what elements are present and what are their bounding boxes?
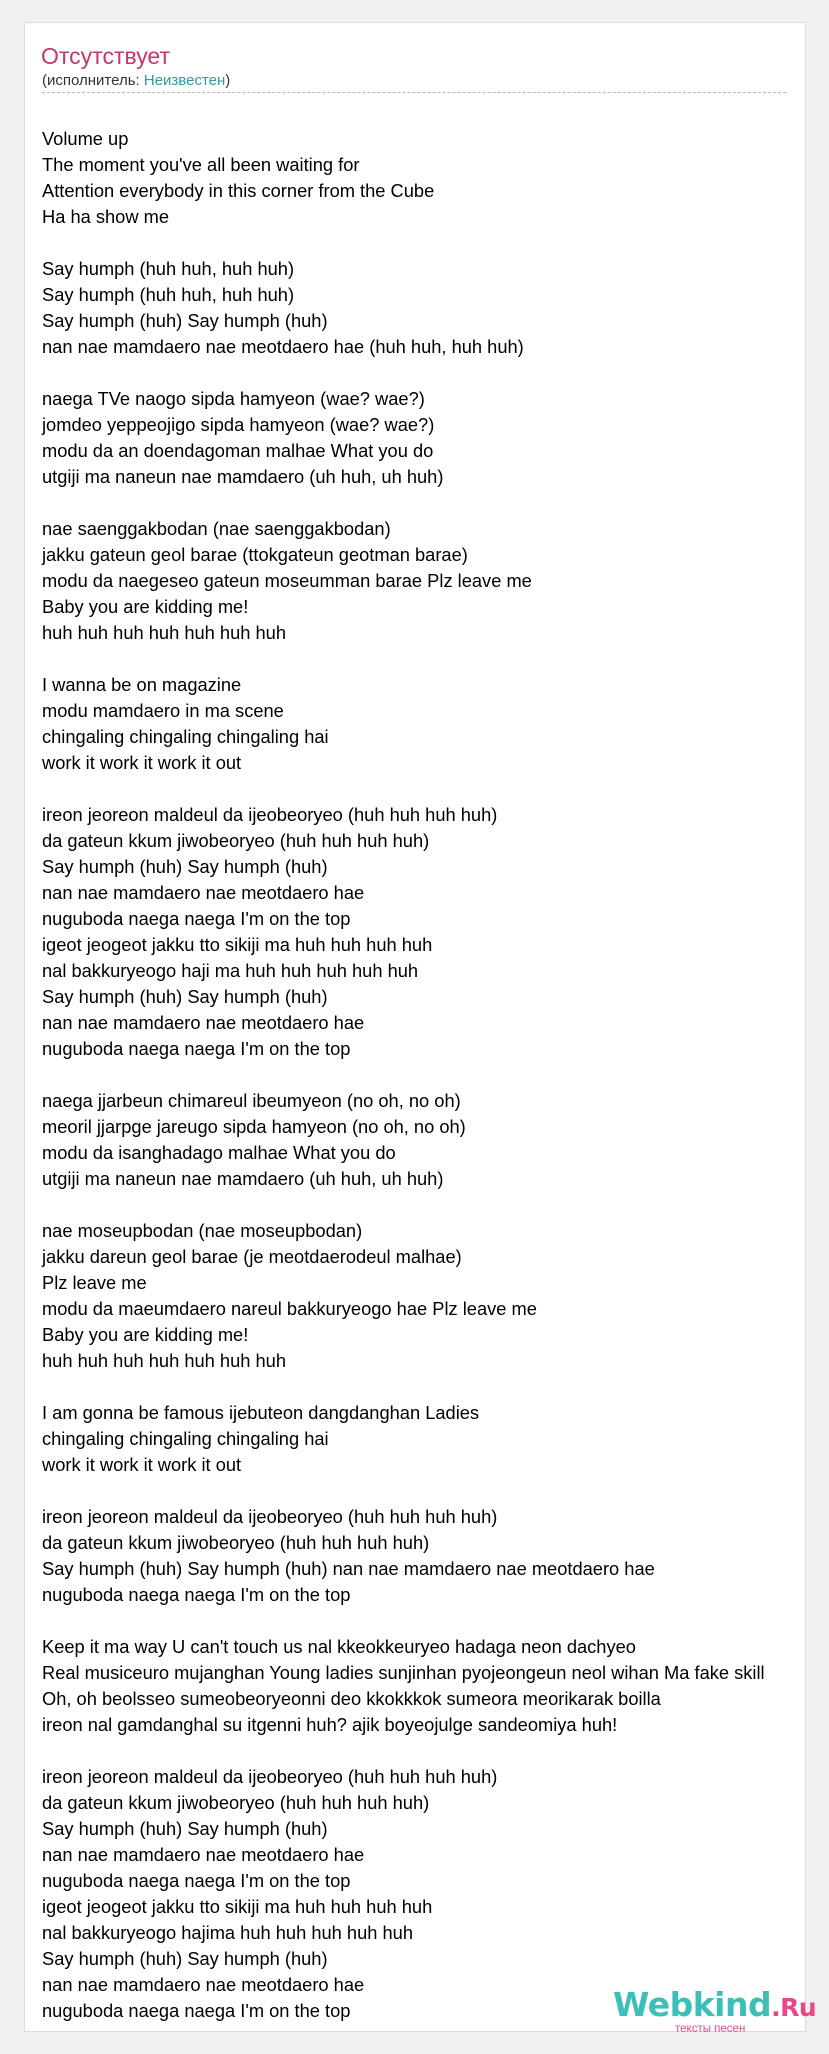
lyric-line: nal bakkuryeogo hajima huh huh huh huh huh [42, 1922, 413, 1943]
lyric-line: nan nae mamdaero nae meotdaero hae [42, 1012, 365, 1033]
lyric-line: ireon nal gamdanghal su itgenni huh? ajik boyeojulge sandeomiya huh! [42, 1714, 618, 1735]
lyric-line: work it work it work it out [42, 752, 242, 773]
stanza-break [42, 646, 822, 672]
lyric-line: ireon jeoreon maldeul da ijeobeoryeo (huh huh huh huh) [42, 804, 498, 825]
lyrics-card [24, 22, 817, 2035]
lyric-line: jakku gateun geol barae (ttokgateun geotman barae) [42, 544, 468, 565]
lyric-line: Plz leave me [42, 1272, 147, 1293]
stanza-break [42, 1478, 822, 1504]
lyric-line: da gateun kkum jiwobeoryeo (huh huh huh huh) [42, 1792, 430, 1813]
lyric-line: Ha ha show me [42, 206, 170, 227]
stanza-break [42, 776, 822, 802]
lyric-line: naega jjarbeun chimareul ibeumyeon (no oh, no oh) [42, 1090, 461, 1111]
lyric-line: modu da an doendagoman malhae What you do [42, 440, 434, 461]
lyric-line: nae saenggakbodan (nae saenggakbodan) [42, 518, 391, 539]
lyric-line: Say humph (huh huh, huh huh) [42, 284, 295, 305]
lyric-line: naega TVe naogo sipda hamyeon (wae? wae?) [42, 388, 425, 409]
lyric-line: Say humph (huh) Say humph (huh) [42, 1948, 328, 1969]
lyric-line: igeot jeogeot jakku tto sikiji ma huh huh huh huh [42, 1896, 433, 1917]
lyric-line: Say humph (huh) Say humph (huh) [42, 310, 328, 331]
lyric-line: Say humph (huh) Say humph (huh) [42, 1818, 328, 1839]
lyric-line: Say humph (huh huh, huh huh) [42, 258, 295, 279]
song-title: Отсутствует [41, 43, 170, 69]
stanza-break [42, 490, 822, 516]
artist-suffix: ) [225, 72, 231, 89]
watermark-subtitle: тексты песен [675, 2023, 746, 2035]
lyric-line: ireon jeoreon maldeul da ijeobeoryeo (huh huh huh huh) [42, 1766, 498, 1787]
lyric-line: modu da isanghadago malhae What you do [42, 1142, 396, 1163]
stanza-break [42, 360, 822, 386]
lyric-line: I wanna be on magazine [42, 674, 242, 695]
lyric-line: Baby you are kidding me! [42, 1324, 249, 1345]
lyric-line: ireon jeoreon maldeul da ijeobeoryeo (huh huh huh huh) [42, 1506, 498, 1527]
lyric-line: nan nae mamdaero nae meotdaero hae [42, 882, 365, 903]
lyric-line: nuguboda naega naega I'm on the top [42, 1038, 351, 1059]
lyric-line: chingaling chingaling chingaling hai [42, 726, 329, 747]
lyric-line: huh huh huh huh huh huh huh [42, 1350, 286, 1371]
lyric-line: jomdeo yeppeojigo sipda hamyeon (wae? wae?) [42, 414, 435, 435]
lyric-line: da gateun kkum jiwobeoryeo (huh huh huh huh) [42, 1532, 430, 1553]
lyric-line: Say humph (huh) Say humph (huh) [42, 986, 328, 1007]
lyric-line: Say humph (huh) Say humph (huh) nan nae mamdaero nae meotdaero hae [42, 1558, 655, 1579]
lyric-line: utgiji ma naneun nae mamdaero (uh huh, uh huh) [42, 466, 444, 487]
lyric-line: jakku dareun geol barae (je meotdaerodeul malhae) [42, 1246, 462, 1267]
lyric-line: Keep it ma way U can't touch us nal kkeokkeuryeo hadaga neon dachyeo [42, 1636, 636, 1657]
webkind-watermark [613, 1985, 817, 2041]
artist-line [42, 72, 230, 90]
lyric-line: nal bakkuryeogo haji ma huh huh huh huh huh [42, 960, 419, 981]
lyric-line: da gateun kkum jiwobeoryeo (huh huh huh huh) [42, 830, 430, 851]
lyric-line: nae moseupbodan (nae moseupbodan) [42, 1220, 363, 1241]
lyric-line: nan nae mamdaero nae meotdaero hae [42, 1974, 365, 1995]
lyric-line: work it work it work it out [42, 1454, 242, 1475]
stanza-break [42, 1062, 822, 1088]
stanza-break [42, 1374, 822, 1400]
lyric-line: modu mamdaero in ma scene [42, 700, 284, 721]
lyric-line: nuguboda naega naega I'm on the top [42, 1584, 351, 1605]
lyric-line: nuguboda naega naega I'm on the top [42, 908, 351, 929]
lyric-line: Baby you are kidding me! [42, 596, 249, 617]
watermark-tld: .Ru [771, 1993, 817, 2022]
lyric-line: nuguboda naega naega I'm on the top [42, 1870, 351, 1891]
lyric-line: Attention everybody in this corner from the Cube [42, 180, 435, 201]
lyric-line: The moment you've all been waiting for [42, 154, 360, 175]
lyric-line: modu da maeumdaero nareul bakkuryeogo hae Plz leave me [42, 1298, 537, 1319]
lyric-line: Volume up [42, 128, 129, 149]
lyric-line: igeot jeogeot jakku tto sikiji ma huh huh huh huh [42, 934, 433, 955]
watermark-brand: Webkind [613, 1985, 772, 2024]
stanza-break [42, 1738, 822, 1764]
artist-link[interactable]: Неизвестен [143, 72, 226, 89]
lyric-line: I am gonna be famous ijebuteon dangdanghan Ladies [42, 1402, 480, 1423]
lyric-line: Say humph (huh) Say humph (huh) [42, 856, 328, 877]
lyric-line: utgiji ma naneun nae mamdaero (uh huh, uh huh) [42, 1168, 444, 1189]
title-divider [42, 92, 786, 93]
lyric-line: Real musiceuro mujanghan Young ladies sunjinhan pyojeongeun neol wihan Ma fake skill [42, 1662, 765, 1683]
lyric-line: nan nae mamdaero nae meotdaero hae (huh huh, huh huh) [42, 336, 524, 357]
artist-prefix: (исполнитель: [42, 72, 144, 89]
lyric-line: nuguboda naega naega I'm on the top [42, 2000, 351, 2021]
lyric-line: meoril jjarpge jareugo sipda hamyeon (no oh, no oh) [42, 1116, 466, 1137]
lyric-line: Oh, oh beolsseo sumeobeoryeonni deo kkokkkok sumeora meorikarak boilla [42, 1688, 661, 1709]
lyric-line: modu da naegeseo gateun moseumman barae Plz leave me [42, 570, 532, 591]
lyric-line: chingaling chingaling chingaling hai [42, 1428, 329, 1449]
lyric-line: nan nae mamdaero nae meotdaero hae [42, 1844, 365, 1865]
lyrics-text [42, 126, 822, 2024]
lyric-line: huh huh huh huh huh huh huh [42, 622, 286, 643]
stanza-break [42, 1608, 822, 1634]
stanza-break [42, 230, 822, 256]
stanza-break [42, 1192, 822, 1218]
